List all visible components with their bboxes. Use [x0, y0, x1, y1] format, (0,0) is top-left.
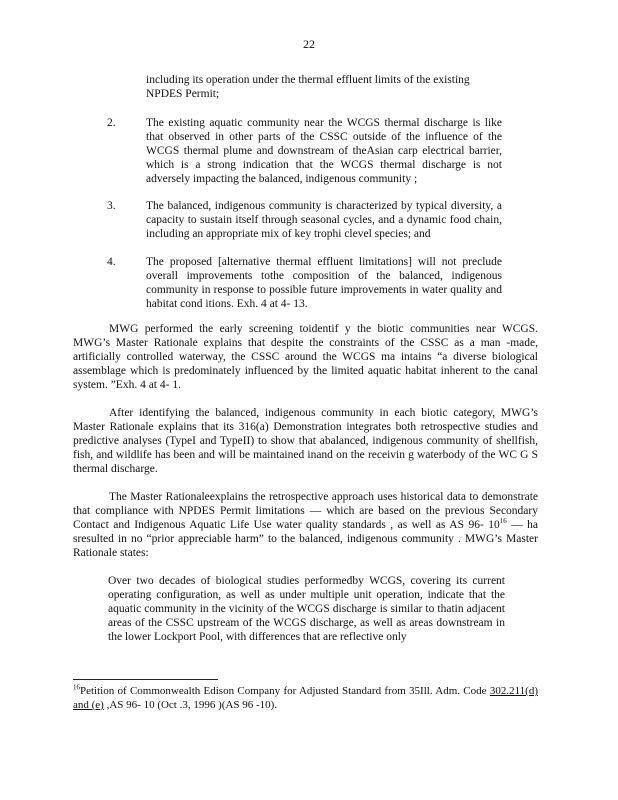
paragraph-text: — ha sresulted in no “prior appreciable harm” to the balanced, indigenous community . MWG’s Master Rationale states: — [73, 519, 538, 559]
body-paragraph — [73, 490, 538, 560]
footnote-mark: 16 — [73, 683, 80, 692]
list-item — [107, 199, 502, 241]
list-item — [107, 255, 502, 311]
intro-lines: including its operation under the thermal effluent limits of the existing NPDES Permit; — [146, 74, 470, 100]
footnote-text: ,AS 96- 10 (Oct .3, 1996 )(AS 96 -10). — [103, 699, 278, 711]
list-item-text: The existing aquatic community near the WCGS thermal discharge is like that observed in other parts of the CSSC outside of the influence of the WCGS thermal plume and downstream of theAsian carp electrical barrier, which is a strong indication that the WCGS thermal discharge is not adversely impacting the balanced, indigenous community ; — [146, 117, 502, 185]
footnote-citation-link[interactable]: 302.211(d) and (e) — [73, 685, 538, 711]
page-number: 22 — [303, 37, 315, 51]
footnote-reference[interactable]: 16 — [499, 517, 507, 526]
footnote-divider — [73, 679, 218, 680]
footnote — [73, 684, 538, 712]
list-item-text: The proposed [alternative thermal effluent limitations] will not preclude overall improvements tothe composition of the balanced, indigenous community in response to possible future improvements in water quality and habitat cond itions. Exh. 4 at 4- 13. — [146, 256, 502, 310]
list-item-text: The balanced, indigenous community is characterized by typical diversity, a capacity to sustain itself through seasonal cycles, and a dynamic food chain, including an appropriate mix of key trophi clevel species; and — [146, 200, 502, 240]
paragraph-text: MWG performed the early screening toidentif y the biotic communities near WCGS. MWG’s Master Rationale explains that despite the constraints of the CSSC as a man -made, artificially controlled waterway, the CSSC around the WCGS ma intains “a diverse biological assemblage which is predominately influenced by the limited aquatic habitat inherent to the canal system. ”Exh. 4 at 4- 1. — [73, 323, 538, 391]
list-item-number: 4. — [107, 256, 116, 268]
block-quote: Over two decades of biological studies performedby WCGS, covering its current operating configuration, as well as under multiple unit operation, indicate that the aquatic community in the vicinity of the WCGS discharge is similar to thatin adjacent areas of the CSSC upstream of the WCGS discharge, as well as areas downstream in the lower Lockport Pool, with differences that are reflective only — [108, 575, 505, 643]
list-item — [107, 116, 502, 186]
body-paragraph — [73, 322, 538, 392]
paragraph-text: The Master Rationaleexplains the retrospective approach uses historical data to demonstrate that compliance with NPDES Permit limitations — which are based on the previous Secondary Contact and Indigenous Aquatic Life Use water quality standards , as well as AS 96- 10 — [73, 491, 538, 531]
footnote-text: Petition of Commonwealth Edison Company for Adjusted Standard from 35Ill. Adm. Code — [80, 685, 490, 697]
list-item-number: 2. — [107, 117, 116, 129]
body-paragraph — [73, 406, 538, 476]
list-item-number: 3. — [107, 200, 116, 212]
paragraph-text: After identifying the balanced, indigenous community in each biotic category, MWG’s Master Rationale explains that its 316(a) Demonstration integrates both retrospective studies and predictive analyses (TypeI and TypeII) to show that abalanced, indigenous community of shellfish, fish, and wildlife has been and will be maintained inand on the receivin g waterbody of the WC G S thermal discharge. — [73, 407, 538, 475]
